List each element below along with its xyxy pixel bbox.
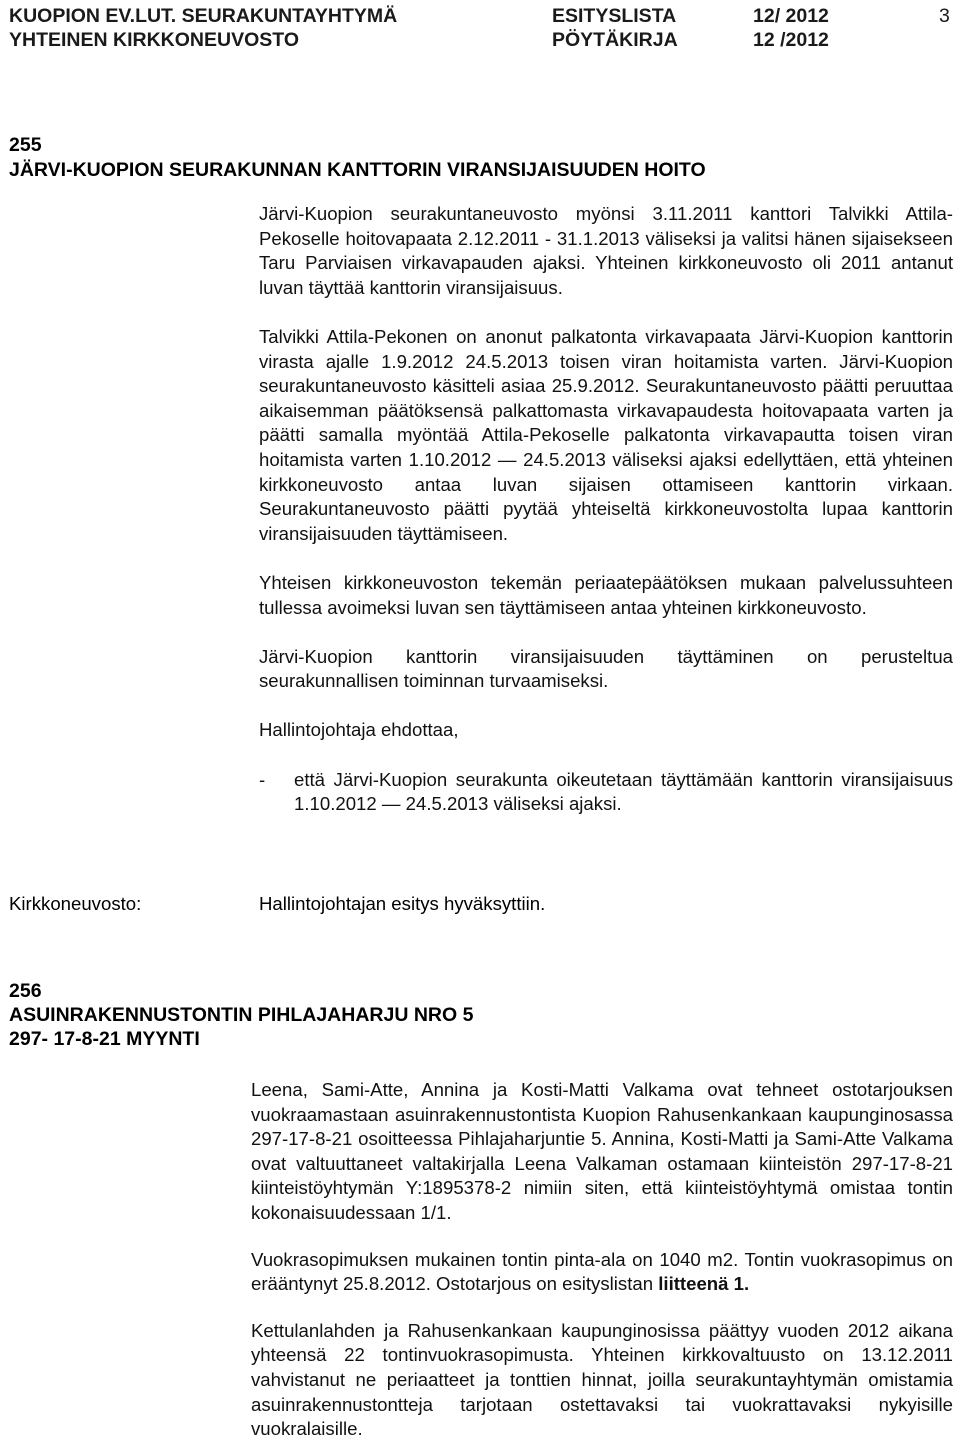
- paragraph: Leena, Sami-Atte, Annina ja Kosti-Matti Valkama ovat tehneet ostotarjouksen vuokraamastaan asuinrakennustontista Kuopion Rahusenkankaan kaupunginosassa 297-17-8-21 osoitteessa Pihlajaharjuntie 5. Annina, Kosti-Matti ja Sami-Atte Valkama ovat valtuuttaneet valtakirjalla Leena Valkaman ostamaan kiinteistön 297-17-8-21 kiinteistöyhtymän Y:1895378-2 nimiin siten, että kiinteistöyhtymä omistaa tontin kokonaisuudessaan 1/1.: [251, 1079, 953, 1223]
- paragraph: [251, 1248, 953, 1297]
- section-body: [251, 1078, 953, 1442]
- section-title-line-2: 297- 17-8-21 MYYNTI: [9, 1028, 200, 1050]
- page-header: [0, 0, 960, 56]
- header-body: YHTEINEN KIRKKONEUVOSTO: [9, 29, 300, 51]
- section-title: JÄRVI-KUOPION SEURAKUNNAN KANTTORIN VIRANSIJAISUUDEN HOITO: [9, 159, 706, 181]
- decision-text: Hallintojohtajan esitys hyväksyttiin.: [259, 893, 546, 914]
- paragraph: Järvi-Kuopion seurakuntaneuvosto myönsi 3.11.2011 kanttori Talvikki Attila-Pekoselle hoitovapaata 2.12.2011 - 31.1.2013 väliseksi ja valitsi hänen sijaisekseen Taru Parviaisen virkavapauden ajaksi. Yhteinen kirkkoneuvosto oli 2011 antanut luvan täyttää kanttorin viransijaisuus.: [259, 203, 953, 298]
- proposal-item: [259, 768, 953, 817]
- section-number: 256: [9, 980, 42, 1002]
- proposal-text: että Järvi-Kuopion seurakunta oikeutetaan täyttämään kanttorin viransijaisuus 1.10.2012 — 24.5.2013 väliseksi ajaksi.: [294, 768, 953, 815]
- paragraph: Järvi-Kuopion kanttorin viransijaisuuden täyttäminen on perusteltua seurakunnallisen toiminnan turvaamiseksi.: [259, 645, 953, 692]
- decision-label: Kirkkoneuvosto:: [9, 893, 142, 914]
- section-title-line-1: ASUINRAKENNUSTONTIN PIHLAJAHARJU NRO 5: [9, 1004, 474, 1026]
- attachment-reference: liitteenä 1.: [658, 1273, 750, 1295]
- paragraph: Talvikki Attila-Pekonen on anonut palkatonta virkavapaata Järvi-Kuopion kanttorin virasta ajalle 1.9.2012 24.5.2013 toisen viran hoitamista varten. Järvi-Kuopion seurakuntaneuvosto käsitteli asiaa 25.9.2012. Seurakuntaneuvosto päätti peruuttaa aikaisemman päätöksensä palkattomasta virkavapaudesta hoitovapaata varten ja päätti samalla myöntää Attila-Pekoselle palkatonta virkavapautta toisen viran hoitamista varten 1.10.2012 — 24.5.2013 väliseksi ajaksi edellyttäen, että yhteinen kirkkoneuvosto antaa luvan sijaisen ottamiseen kanttorin virkaan. Seurakuntaneuvosto päätti pyytää yhteiseltä kirkkoneuvostolta lupaa kanttorin viransijaisuuden täyttämiseen.: [259, 325, 953, 544]
- paragraph-text: Vuokrasopimuksen mukainen tontin pinta-ala on 1040 m2. Tontin vuokrasopimus on erääntynyt 25.8.2012. Ostotarjous on esityslistan: [251, 1248, 953, 1295]
- header-doc-type-2: PÖYTÄKIRJA: [552, 29, 678, 51]
- page-number: 3: [939, 5, 950, 27]
- list-dash: -: [259, 768, 266, 790]
- header-doc-type: ESITYSLISTA: [552, 5, 677, 27]
- proposal-intro: Hallintojohtaja ehdottaa,: [259, 719, 459, 741]
- header-org: KUOPION EV.LUT. SEURAKUNTAYHTYMÄ: [9, 5, 398, 27]
- section-body: [259, 202, 953, 817]
- paragraph: Kettulanlahden ja Rahusenkankaan kaupunginosissa päättyy vuoden 2012 aikana yhteensä 22 tontinvuokrasopimusta. Yhteinen kirkkovaltuusto on 13.12.2011 vahvistanut ne periaatteet ja tonttien hinnat, joilla seurakuntayhtymän omistamia asuinrakennustontteja tarjotaan ostettavaksi tai vuokrattavaksi nykyisille vuokralaisille.: [251, 1319, 953, 1440]
- header-number-2: 12 /2012: [753, 29, 829, 51]
- header-number: 12/ 2012: [753, 5, 829, 27]
- paragraph: Yhteisen kirkkoneuvoston tekemän periaatepäätöksen mukaan palvelussuhteen tullessa avoimeksi luvan sen täyttämiseen antaa yhteinen kirkkoneuvosto.: [259, 571, 953, 618]
- section-number: 255: [9, 134, 42, 156]
